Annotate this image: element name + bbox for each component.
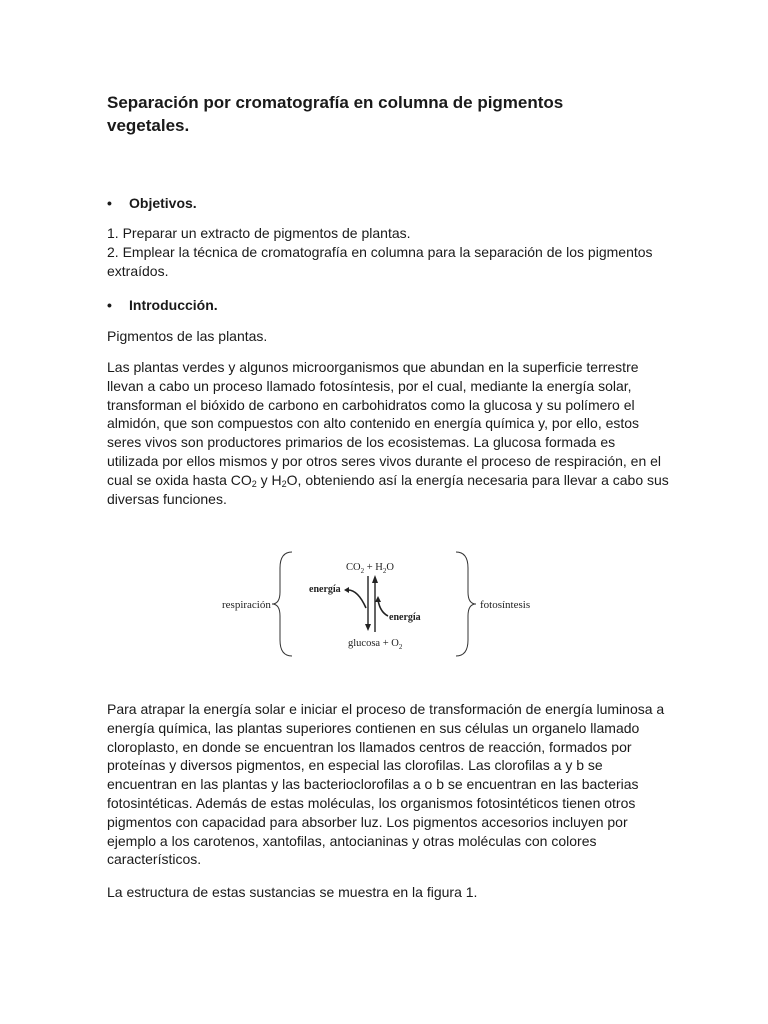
section-subheading: Pigmentos de las plantas. [107,328,268,344]
bullet-icon: • [107,297,112,313]
energy-in-arrow-head [375,596,381,602]
respiration-label: respiración [222,599,271,611]
document-title: Separación por cromatografía en columna de pigmentos vegetales. [107,93,564,135]
objectives-heading: • Objetivos. [107,195,197,211]
down-arrow-head [365,624,371,631]
energy-in-arrow [378,600,388,616]
objective-item-2: 2. Emplear la técnica de cromatografía en columna para la separación de los pigmentos [107,243,653,260]
intro-paragraph-2: Para atrapar la energía solar e iniciar el proceso de transformación de energía luminosa a energía química, las plantas superiores contienen en sus células un organelo llamado cloroplasto, en donde se encuentran los llamados centros de reacción, formados por proteínas y diversos pigmentos, en especial las clorofilas. Las clorofilas a y b se encuentran en las plantas y las bacterioclorofilas a o b se encuentran en las bacterias fotosintéticas. Además de estas moléculas, los organismos fotosintéticos tienen otros pigmentos con capacidad para absorber luz. Los pigmentos accesorios incluyen por ejemplo a los carotenos, xantofilas, antocianinas y otras moléculas con colores característicos. [107,701,665,868]
left-brace [272,552,292,656]
introduction-heading: • Introducción. [107,297,218,313]
right-brace [456,552,476,656]
photosynthesis-label: fotosíntesis [480,599,531,611]
energy-out-arrow [348,590,366,608]
energy-left-label: energía [309,584,341,595]
respiration-photosynthesis-diagram [218,548,548,660]
objective-item-1: 1. Preparar un extracto de pigmentos de plantas. [107,225,411,241]
energy-out-arrow-head [344,587,349,593]
intro-paragraph-1: Las plantas verdes y algunos microorganismos que abundan en la superficie terrestre llevan a cabo un proceso llamado fotosíntesis, por el cual, mediante la energía solar, transforman el bióxido de carbono en carbohidratos como la glucosa y su polímero el almidón, que son compuestos con alto contenido en energía química y, por ello, estos seres vivos son productores primarios de los ecosistemas. La glucosa formada es utilizada por ellos mismos y por otros seres vivos durante el proceso de respiración, en el cual se oxida hasta $CO_2$ y $H_2O$, obteniendo así la energía necesaria para llevar a cabo sus diversas funciones. [107,359,669,507]
intro-paragraph-3: La estructura de estas sustancias se muestra en la figura 1. [107,884,478,900]
objective-item-2-cont: extraídos. [107,262,169,279]
formula-line: cual se oxida hasta $CO_2$ y $H_2O$, obteniendo así la energía necesaria para llevar a cabo sus [107,471,669,489]
bottom-formula: $glucosa + O_2$ [348,638,403,651]
energy-right-label: energía [389,612,421,623]
up-arrow-head [372,575,378,583]
bullet-icon: • [107,195,112,211]
top-formula: $CO_2 + H_2O$ [346,562,394,575]
objectives-list [107,224,667,280]
